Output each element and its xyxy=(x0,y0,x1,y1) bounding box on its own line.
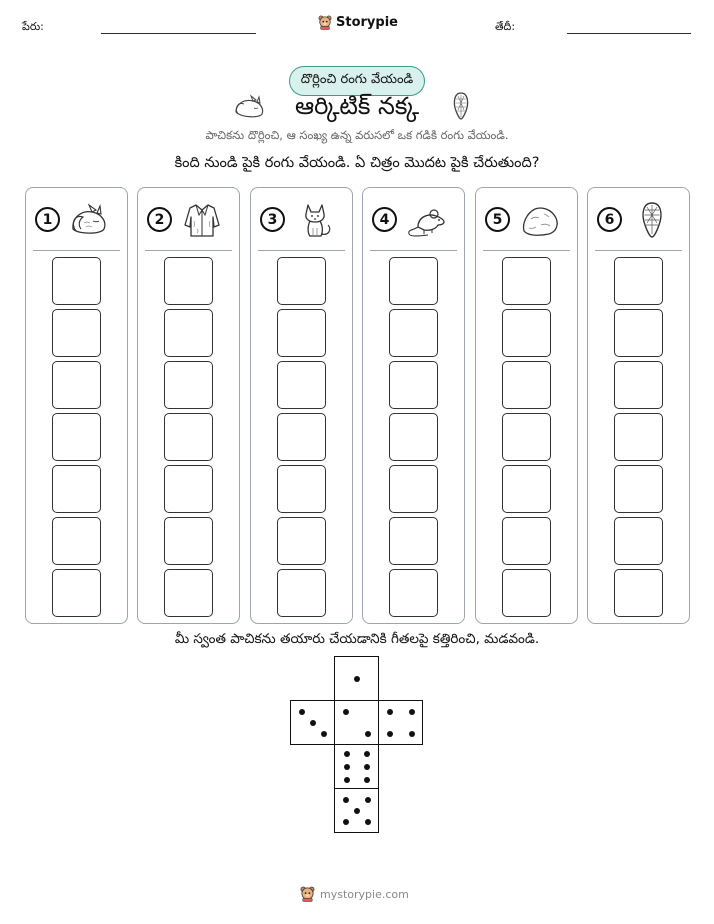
date-line xyxy=(567,33,691,34)
color-box[interactable] xyxy=(614,309,663,357)
pip xyxy=(365,819,371,825)
pip xyxy=(409,731,415,737)
cut-instruction: మీ స్వంత పాచికను తయారు చేయడానికి గీతలపై కత్తిరించి, మడవండి. xyxy=(174,631,540,647)
color-box[interactable] xyxy=(164,257,213,305)
pip xyxy=(343,819,349,825)
color-box[interactable] xyxy=(164,569,213,617)
column-3 xyxy=(250,187,353,624)
pip xyxy=(365,731,371,737)
pip xyxy=(364,777,370,783)
name-label: పేరు: xyxy=(22,20,44,33)
column-6 xyxy=(587,187,690,624)
dice-face-2 xyxy=(334,700,379,745)
activity-badge: దొర్లించి రంగు వేయండి xyxy=(289,66,425,96)
date-label: తేదీ: xyxy=(495,20,516,33)
brand-name: Storypie xyxy=(336,14,398,30)
color-box[interactable] xyxy=(277,465,326,513)
color-box[interactable] xyxy=(277,361,326,409)
rock-icon xyxy=(519,201,561,239)
column-number: 5 xyxy=(485,207,510,232)
column-number: 4 xyxy=(372,207,397,232)
pip xyxy=(354,808,360,814)
sleeping-fox-icon xyxy=(69,201,111,239)
color-box[interactable] xyxy=(389,517,438,565)
pip xyxy=(387,709,393,715)
pip xyxy=(387,731,393,737)
dice-face-1 xyxy=(334,656,379,701)
storypie-mascot-icon xyxy=(318,14,332,31)
pip xyxy=(344,764,350,770)
page-title: ఆర్కిటిక్ నక్క xyxy=(294,92,420,120)
column-divider xyxy=(595,250,682,251)
color-box[interactable] xyxy=(389,413,438,461)
color-box[interactable] xyxy=(52,257,101,305)
column-divider xyxy=(483,250,570,251)
dice-face-4 xyxy=(378,700,423,745)
color-box[interactable] xyxy=(614,517,663,565)
pip xyxy=(343,797,349,803)
instruction-color: కింది నుండి పైకి రంగు వేయండి. ఏ చిత్రం మొదట పైకి చేరుతుంది? xyxy=(174,155,540,171)
fur-coat-icon xyxy=(181,201,223,239)
mouse-icon xyxy=(406,201,448,239)
color-box[interactable] xyxy=(614,569,663,617)
name-line xyxy=(101,33,256,34)
color-box[interactable] xyxy=(277,569,326,617)
color-box[interactable] xyxy=(502,361,551,409)
instruction-roll: పాచికను దొర్లించి, ఆ సంఖ్య ఉన్న వరుసలో ఒక గడికి రంగు వేయండి. xyxy=(205,128,509,142)
pip xyxy=(344,777,350,783)
color-box[interactable] xyxy=(52,569,101,617)
pip xyxy=(364,764,370,770)
color-box[interactable] xyxy=(614,465,663,513)
dice-face-6 xyxy=(334,744,379,789)
color-box[interactable] xyxy=(52,309,101,357)
color-box[interactable] xyxy=(52,465,101,513)
column-4 xyxy=(362,187,465,624)
color-box[interactable] xyxy=(277,413,326,461)
color-box[interactable] xyxy=(502,465,551,513)
column-number: 2 xyxy=(147,207,172,232)
color-box[interactable] xyxy=(389,257,438,305)
pip xyxy=(343,709,349,715)
column-divider xyxy=(145,250,232,251)
snowshoe-icon xyxy=(631,201,673,239)
pip xyxy=(344,751,350,757)
color-box[interactable] xyxy=(389,309,438,357)
column-5 xyxy=(475,187,578,624)
column-divider xyxy=(258,250,345,251)
snowshoe-icon xyxy=(451,91,471,121)
storypie-mascot-icon xyxy=(300,886,315,902)
arctic-fox-icon xyxy=(294,201,336,239)
color-box[interactable] xyxy=(502,569,551,617)
color-box[interactable] xyxy=(164,361,213,409)
pip xyxy=(310,720,316,726)
color-box[interactable] xyxy=(614,257,663,305)
footer-url: mystorypie.com xyxy=(320,887,409,901)
color-box[interactable] xyxy=(164,465,213,513)
color-box[interactable] xyxy=(52,361,101,409)
pip xyxy=(354,676,360,682)
color-box[interactable] xyxy=(277,517,326,565)
column-number: 6 xyxy=(597,207,622,232)
footer xyxy=(300,884,420,904)
column-number: 1 xyxy=(35,207,60,232)
column-number: 3 xyxy=(260,207,285,232)
pip xyxy=(364,751,370,757)
color-box[interactable] xyxy=(52,517,101,565)
pip xyxy=(365,797,371,803)
color-box[interactable] xyxy=(389,569,438,617)
color-box[interactable] xyxy=(502,517,551,565)
color-box[interactable] xyxy=(502,257,551,305)
column-2 xyxy=(137,187,240,624)
pip xyxy=(299,709,305,715)
color-box[interactable] xyxy=(502,413,551,461)
dice-face-3 xyxy=(290,700,335,745)
color-box[interactable] xyxy=(502,309,551,357)
color-box[interactable] xyxy=(614,361,663,409)
dice-face-5 xyxy=(334,788,379,833)
column-1 xyxy=(25,187,128,624)
color-box[interactable] xyxy=(164,413,213,461)
color-box[interactable] xyxy=(277,257,326,305)
color-box[interactable] xyxy=(164,517,213,565)
color-box[interactable] xyxy=(164,309,213,357)
brand-logo xyxy=(318,12,398,32)
color-box[interactable] xyxy=(52,413,101,461)
pip xyxy=(321,731,327,737)
color-box[interactable] xyxy=(277,309,326,357)
column-divider xyxy=(33,250,120,251)
color-box[interactable] xyxy=(389,361,438,409)
pip xyxy=(409,709,415,715)
column-divider xyxy=(370,250,457,251)
color-box[interactable] xyxy=(389,465,438,513)
color-box[interactable] xyxy=(614,413,663,461)
